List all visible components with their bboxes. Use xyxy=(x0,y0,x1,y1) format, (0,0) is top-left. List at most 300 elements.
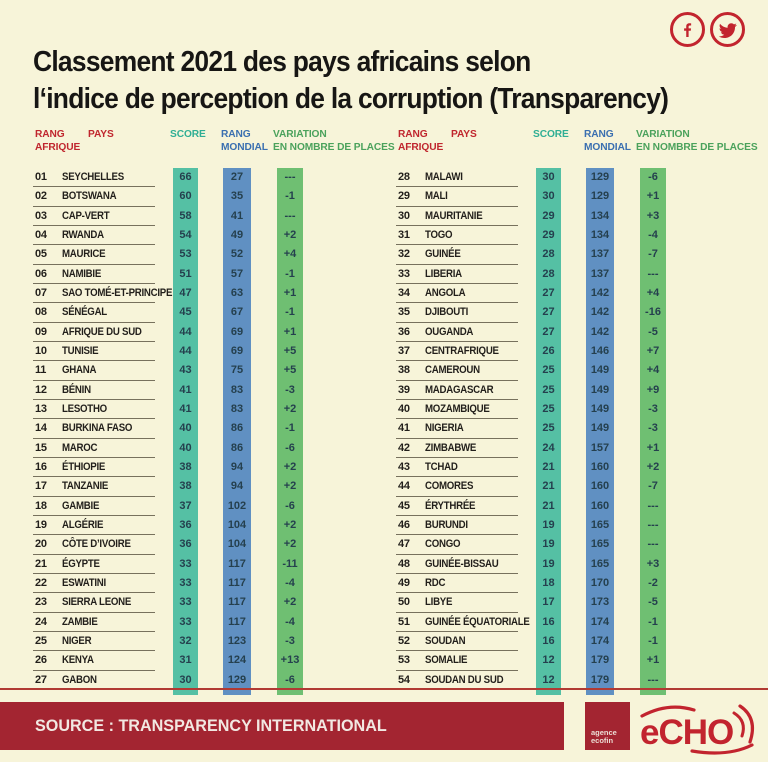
rank-mondial-value: 117 xyxy=(228,615,246,628)
rank-mondial-value: 83 xyxy=(230,383,244,396)
rank-mondial-value: 129 xyxy=(590,171,610,183)
table-row xyxy=(33,613,395,632)
score-value: 60 xyxy=(179,190,192,203)
variation-value: -3 xyxy=(285,383,295,396)
table-row xyxy=(396,400,758,419)
table-row xyxy=(396,439,758,458)
variation-value: -4 xyxy=(285,576,295,589)
country-name: RDC xyxy=(425,576,446,589)
country-name: DJIBOUTI xyxy=(425,306,469,319)
col-header-variation: VARIATION EN NOMBRE DE PLACES xyxy=(273,128,395,153)
rank-mondial-value: 149 xyxy=(590,383,610,396)
variation-value: --- xyxy=(647,267,659,280)
title-line-2: l‘indice de perception de la corruption (Transparency) xyxy=(33,83,669,116)
rank-afrique: 33 xyxy=(398,267,410,280)
variation-value: +13 xyxy=(280,654,300,667)
rank-mondial-value: 117 xyxy=(228,596,246,609)
table-row xyxy=(396,535,758,554)
rank-afrique: 32 xyxy=(398,248,410,261)
variation-value: -6 xyxy=(648,171,658,183)
rank-mondial-value: 117 xyxy=(228,576,246,589)
country-name: TANZANIE xyxy=(62,480,109,493)
score-value: 36 xyxy=(179,538,192,551)
score-value: 33 xyxy=(179,557,192,570)
agence-ecofin-logo xyxy=(585,702,630,750)
col-header-rang-afrique: RANG AFRIQUE xyxy=(398,128,444,153)
country-name: SOUDAN DU SUD xyxy=(425,673,504,686)
rank-afrique: 11 xyxy=(35,364,47,377)
variation-value: -5 xyxy=(648,325,658,338)
table-row xyxy=(396,477,758,496)
table-row xyxy=(396,593,758,612)
facebook-glyph xyxy=(678,20,697,39)
variation-value: --- xyxy=(647,538,659,551)
rank-afrique: 21 xyxy=(35,557,47,570)
score-value: 30 xyxy=(542,190,555,203)
rank-afrique: 54 xyxy=(398,673,410,686)
rank-mondial-value: 174 xyxy=(590,634,610,647)
rank-mondial-value: 137 xyxy=(590,248,610,261)
rank-mondial-value: 129 xyxy=(227,673,247,686)
rank-mondial-value: 35 xyxy=(230,190,244,203)
svg-text:eCHO: eCHO xyxy=(640,713,734,752)
score-value: 33 xyxy=(179,576,192,589)
rank-mondial-value: 75 xyxy=(230,364,244,377)
table-row xyxy=(33,361,395,380)
variation-value: +7 xyxy=(646,344,660,357)
variation-value: -7 xyxy=(648,480,658,493)
footer-divider xyxy=(0,688,768,690)
table-row xyxy=(33,535,395,554)
score-value: 29 xyxy=(542,209,555,222)
title-line-1: Classement 2021 des pays africains selon xyxy=(33,46,531,79)
variation-value: +4 xyxy=(646,364,660,377)
variation-value: +2 xyxy=(283,596,297,609)
rank-afrique: 36 xyxy=(398,325,410,338)
rank-afrique: 50 xyxy=(398,596,410,609)
table-row xyxy=(33,303,395,322)
score-value: 27 xyxy=(542,325,555,338)
table-row xyxy=(396,168,758,187)
country-name: MALI xyxy=(425,190,448,203)
table-body-right xyxy=(396,168,758,695)
score-value: 21 xyxy=(542,499,555,512)
rank-mondial-value: 102 xyxy=(227,499,247,512)
rank-mondial-value: 165 xyxy=(590,518,610,531)
country-name: GUINÉE xyxy=(425,248,461,261)
country-name: CÔTE D’IVOIRE xyxy=(62,538,131,551)
table-row xyxy=(396,323,758,342)
table-row xyxy=(33,671,395,690)
table-row xyxy=(396,497,758,516)
score-value: 27 xyxy=(542,286,555,299)
rank-mondial-value: 94 xyxy=(230,480,244,493)
country-name: RWANDA xyxy=(62,228,104,241)
table-row xyxy=(33,555,395,574)
country-name: BURKINA FASO xyxy=(62,422,133,435)
rank-mondial-value: 67 xyxy=(230,306,244,319)
rank-mondial-value: 160 xyxy=(590,480,610,493)
source-text: SOURCE : TRANSPARENCY INTERNATIONAL xyxy=(35,716,387,735)
country-name: ZIMBABWE xyxy=(425,441,477,454)
twitter-glyph xyxy=(718,20,738,40)
variation-value: +2 xyxy=(646,460,660,473)
rank-mondial-value: 149 xyxy=(590,364,610,377)
score-value: 41 xyxy=(179,402,192,415)
country-name: ÉGYPTE xyxy=(62,557,100,570)
variation-value: -4 xyxy=(648,228,658,241)
rank-mondial-value: 142 xyxy=(590,325,610,338)
score-value: 37 xyxy=(179,499,192,512)
score-value: 12 xyxy=(542,654,555,667)
country-name: MADAGASCAR xyxy=(425,383,494,396)
rank-mondial-value: 41 xyxy=(230,209,244,222)
table-row xyxy=(396,555,758,574)
rank-afrique: 16 xyxy=(35,460,47,473)
table-row xyxy=(33,342,395,361)
country-name: TUNISIE xyxy=(62,344,99,357)
variation-value: +1 xyxy=(283,286,297,299)
rank-mondial-value: 146 xyxy=(590,344,610,357)
rank-afrique: 24 xyxy=(35,615,47,628)
country-name: MOZAMBIQUE xyxy=(425,402,490,415)
variation-value: +4 xyxy=(646,286,660,299)
variation-value: +2 xyxy=(283,402,297,415)
score-value: 26 xyxy=(542,344,555,357)
rank-afrique: 40 xyxy=(398,402,410,415)
rank-afrique: 37 xyxy=(398,344,410,357)
variation-value: --- xyxy=(284,209,296,222)
country-name: CENTRAFRIQUE xyxy=(425,344,499,357)
facebook-icon[interactable] xyxy=(670,12,705,47)
col-header-rang-mondial: RANG MONDIAL xyxy=(221,128,268,153)
score-value: 58 xyxy=(179,209,192,222)
country-name: CONGO xyxy=(425,538,461,551)
score-value: 30 xyxy=(542,171,555,183)
col-header-pays: PAYS xyxy=(451,128,477,140)
table-row xyxy=(33,419,395,438)
variation-value: -1 xyxy=(285,267,295,280)
rank-mondial-value: 174 xyxy=(590,615,610,628)
table-row xyxy=(33,497,395,516)
col-header-score: SCORE xyxy=(170,128,206,140)
rank-afrique: 46 xyxy=(398,518,410,531)
rank-afrique: 52 xyxy=(398,634,410,647)
rank-afrique: 08 xyxy=(35,306,47,319)
table-row xyxy=(33,226,395,245)
country-name: GAMBIE xyxy=(62,499,100,512)
rank-mondial-value: 94 xyxy=(230,460,244,473)
score-value: 28 xyxy=(542,267,555,280)
variation-value: --- xyxy=(647,518,659,531)
score-value: 43 xyxy=(179,364,192,377)
rank-afrique: 30 xyxy=(398,209,410,222)
score-value: 25 xyxy=(542,383,555,396)
rank-mondial-value: 173 xyxy=(590,596,610,609)
rank-mondial-value: 142 xyxy=(590,306,610,319)
rank-afrique: 14 xyxy=(35,422,47,435)
country-name: ANGOLA xyxy=(425,286,466,299)
rank-mondial-value: 129 xyxy=(590,190,610,203)
score-value: 27 xyxy=(542,306,555,319)
agency-name-line2: ecofin xyxy=(591,736,614,745)
variation-value: -3 xyxy=(648,422,658,435)
score-value: 24 xyxy=(542,441,555,454)
rank-mondial-value: 63 xyxy=(230,286,244,299)
table-row xyxy=(396,342,758,361)
rank-mondial-value: 69 xyxy=(230,344,244,357)
rank-afrique: 47 xyxy=(398,538,410,551)
table-row xyxy=(396,187,758,206)
country-name: GUINÉE-BISSAU xyxy=(425,557,499,570)
table-row xyxy=(33,651,395,670)
country-name: LESOTHO xyxy=(62,402,107,415)
rank-afrique: 27 xyxy=(35,673,47,686)
country-name: GUINÉE ÉQUATORIALE xyxy=(425,615,530,628)
score-value: 17 xyxy=(542,596,555,609)
rank-afrique: 07 xyxy=(35,286,47,299)
rank-afrique: 43 xyxy=(398,460,410,473)
variation-value: -1 xyxy=(285,190,295,203)
variation-value: +5 xyxy=(283,344,297,357)
rank-afrique: 34 xyxy=(398,286,410,299)
table-row xyxy=(396,458,758,477)
score-value: 19 xyxy=(542,518,555,531)
rank-mondial-value: 149 xyxy=(590,402,610,415)
rank-mondial-value: 57 xyxy=(230,267,244,280)
score-value: 51 xyxy=(179,267,192,280)
table-row xyxy=(396,265,758,284)
country-name: LIBERIA xyxy=(425,267,462,280)
table-row xyxy=(396,516,758,535)
score-value: 31 xyxy=(179,654,192,667)
rank-afrique: 31 xyxy=(398,228,410,241)
rank-afrique: 39 xyxy=(398,383,410,396)
variation-value: +1 xyxy=(646,441,660,454)
country-name: NIGERIA xyxy=(425,422,464,435)
rank-mondial-value: 27 xyxy=(230,171,244,183)
rank-afrique: 04 xyxy=(35,228,47,241)
table-row xyxy=(396,574,758,593)
rank-mondial-value: 160 xyxy=(590,460,610,473)
variation-value: --- xyxy=(647,673,659,686)
country-name: BÉNIN xyxy=(62,383,91,396)
score-value: 38 xyxy=(179,460,192,473)
country-name: BOTSWANA xyxy=(62,190,117,203)
table-row xyxy=(396,632,758,651)
score-value: 19 xyxy=(542,557,555,570)
variation-value: -6 xyxy=(285,499,295,512)
country-name: SAO TOMÉ-ET-PRINCIPE xyxy=(62,286,173,299)
variation-value: -5 xyxy=(648,596,658,609)
country-name: SOMALIE xyxy=(425,654,468,667)
rank-mondial-value: 86 xyxy=(230,422,244,435)
country-name: TOGO xyxy=(425,228,453,241)
score-value: 40 xyxy=(179,441,192,454)
rank-mondial-value: 179 xyxy=(590,654,610,667)
table-row xyxy=(396,419,758,438)
table-row xyxy=(33,439,395,458)
variation-value: +1 xyxy=(646,654,660,667)
source-bar xyxy=(0,702,564,750)
variation-value: -16 xyxy=(645,306,661,319)
table-row xyxy=(396,671,758,690)
score-value: 32 xyxy=(179,634,192,647)
country-name: NIGER xyxy=(62,634,92,647)
rank-afrique: 41 xyxy=(398,422,410,435)
rank-mondial-value: 69 xyxy=(230,325,244,338)
rank-afrique: 42 xyxy=(398,441,410,454)
table-row xyxy=(396,651,758,670)
table-row xyxy=(33,381,395,400)
rank-afrique: 10 xyxy=(35,344,47,357)
variation-value: -7 xyxy=(648,248,658,261)
col-header-rang-mondial: RANG MONDIAL xyxy=(584,128,631,153)
variation-value: -4 xyxy=(285,615,295,628)
score-value: 40 xyxy=(179,422,192,435)
table-row xyxy=(33,323,395,342)
table-row xyxy=(396,303,758,322)
col-header-pays: PAYS xyxy=(88,128,114,140)
variation-value: -1 xyxy=(285,422,295,435)
twitter-icon[interactable] xyxy=(710,12,745,47)
score-value: 44 xyxy=(179,325,192,338)
social-icons xyxy=(670,12,745,47)
table-row xyxy=(33,187,395,206)
rank-afrique: 35 xyxy=(398,306,410,319)
echo-logo xyxy=(636,699,764,762)
country-name: AFRIQUE DU SUD xyxy=(62,325,142,338)
score-value: 38 xyxy=(179,480,192,493)
page-title xyxy=(33,44,668,118)
country-name: COMORES xyxy=(425,480,474,493)
rank-mondial-value: 52 xyxy=(230,248,244,261)
rank-mondial-value: 104 xyxy=(227,538,247,551)
table-row xyxy=(33,516,395,535)
rank-afrique: 09 xyxy=(35,325,47,338)
table-row xyxy=(33,458,395,477)
score-value: 53 xyxy=(179,248,192,261)
rank-afrique: 02 xyxy=(35,190,47,203)
score-value: 33 xyxy=(179,615,192,628)
rank-afrique: 20 xyxy=(35,538,47,551)
rank-mondial-value: 149 xyxy=(590,422,610,435)
variation-value: -6 xyxy=(285,673,295,686)
rank-afrique: 18 xyxy=(35,499,47,512)
score-value: 41 xyxy=(179,383,192,396)
table-row xyxy=(396,381,758,400)
rank-mondial-value: 137 xyxy=(590,267,610,280)
rank-mondial-value: 117 xyxy=(228,557,246,570)
rank-mondial-value: 157 xyxy=(590,441,610,454)
table-body-left xyxy=(33,168,395,695)
rank-afrique: 38 xyxy=(398,364,410,377)
variation-value: -1 xyxy=(648,615,658,628)
table-row xyxy=(33,207,395,226)
score-value: 25 xyxy=(542,402,555,415)
score-value: 47 xyxy=(179,286,192,299)
rank-mondial-value: 83 xyxy=(230,402,244,415)
country-name: ZAMBIE xyxy=(62,615,98,628)
country-name: MAURITANIE xyxy=(425,209,483,222)
variation-value: -11 xyxy=(282,557,298,570)
table-row xyxy=(33,168,395,187)
rank-mondial-value: 124 xyxy=(227,654,247,667)
score-value: 18 xyxy=(542,576,555,589)
table-row xyxy=(33,574,395,593)
rank-afrique: 26 xyxy=(35,654,47,667)
rank-afrique: 28 xyxy=(398,171,410,183)
score-value: 28 xyxy=(542,248,555,261)
rank-afrique: 05 xyxy=(35,248,47,261)
country-name: BURUNDI xyxy=(425,518,468,531)
country-name: OUGANDA xyxy=(425,325,474,338)
country-name: TCHAD xyxy=(425,460,458,473)
score-value: 25 xyxy=(542,422,555,435)
rank-afrique: 17 xyxy=(35,480,47,493)
variation-value: -2 xyxy=(648,576,658,589)
col-header-score: SCORE xyxy=(533,128,569,140)
table-row xyxy=(396,226,758,245)
rank-afrique: 13 xyxy=(35,402,47,415)
country-name: LIBYE xyxy=(425,596,453,609)
rank-afrique: 44 xyxy=(398,480,410,493)
country-name: ESWATINI xyxy=(62,576,106,589)
score-value: 21 xyxy=(542,480,555,493)
variation-value: +1 xyxy=(283,325,297,338)
score-value: 29 xyxy=(542,228,555,241)
table-row xyxy=(396,207,758,226)
rank-mondial-value: 104 xyxy=(227,518,247,531)
variation-value: +3 xyxy=(646,209,660,222)
rank-afrique: 49 xyxy=(398,576,410,589)
table-row xyxy=(396,613,758,632)
score-value: 33 xyxy=(179,596,192,609)
variation-value: -6 xyxy=(285,441,295,454)
score-value: 44 xyxy=(179,344,192,357)
score-value: 45 xyxy=(179,306,192,319)
rank-mondial-value: 160 xyxy=(590,499,610,512)
variation-value: -3 xyxy=(285,634,295,647)
country-name: MALAWI xyxy=(425,171,463,183)
country-name: SOUDAN xyxy=(425,634,466,647)
variation-value: --- xyxy=(647,499,659,512)
table-row xyxy=(33,265,395,284)
variation-value: --- xyxy=(284,171,296,183)
country-name: ÉRYTHRÉE xyxy=(425,499,476,512)
variation-value: +1 xyxy=(646,190,660,203)
table-row xyxy=(33,245,395,264)
score-value: 25 xyxy=(542,364,555,377)
score-value: 16 xyxy=(542,634,555,647)
score-value: 54 xyxy=(179,228,192,241)
variation-value: +2 xyxy=(283,460,297,473)
country-name: ÉTHIOPIE xyxy=(62,460,106,473)
country-name: KENYA xyxy=(62,654,94,667)
score-value: 21 xyxy=(542,460,555,473)
rank-mondial-value: 86 xyxy=(230,441,244,454)
variation-value: +2 xyxy=(283,538,297,551)
rank-afrique: 03 xyxy=(35,209,47,222)
country-name: NAMIBIE xyxy=(62,267,102,280)
country-name: MAURICE xyxy=(62,248,106,261)
rank-afrique: 15 xyxy=(35,441,47,454)
rank-mondial-value: 165 xyxy=(590,557,610,570)
rank-afrique: 51 xyxy=(398,615,410,628)
table-row xyxy=(396,284,758,303)
country-name: CAMEROUN xyxy=(425,364,480,377)
rank-mondial-value: 134 xyxy=(590,228,610,241)
